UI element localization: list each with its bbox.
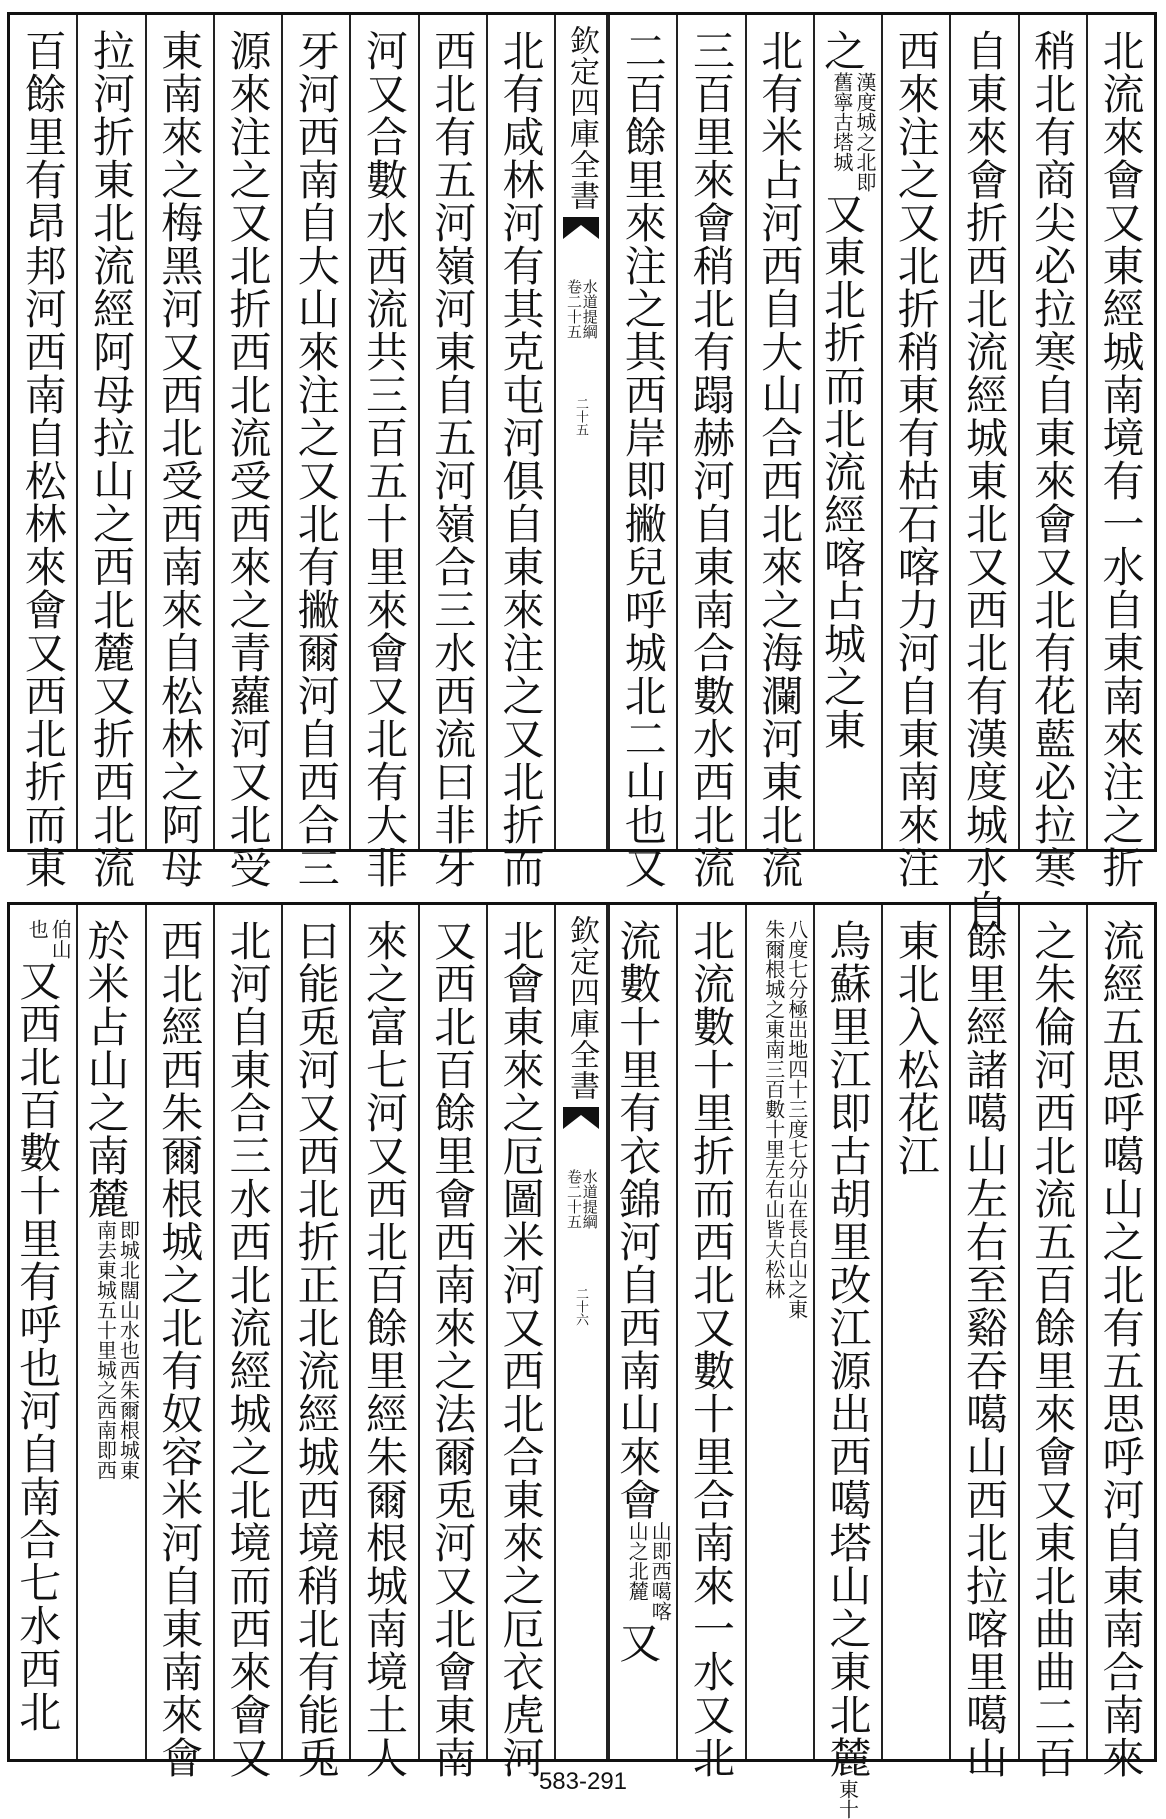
text-column bbox=[10, 15, 76, 889]
center-fold bbox=[554, 15, 608, 849]
main-text: 稍北有商尖必拉寒自東來會又北有花藍必拉寒 bbox=[1028, 29, 1078, 889]
text-column bbox=[145, 15, 213, 889]
main-text: 自東來會折西北流經城東北又西北有漢度城水自 bbox=[960, 29, 1010, 932]
text-column bbox=[281, 15, 349, 889]
commentary-line: 山之北麓 bbox=[625, 1521, 650, 1601]
main-text: 之朱倫河西北流五百餘里來會又東北曲曲二百 bbox=[1028, 919, 1078, 1779]
volume-number: 卷二十五 bbox=[565, 1169, 583, 1229]
text-column bbox=[213, 905, 281, 1779]
text-column bbox=[213, 15, 281, 889]
text-column bbox=[745, 15, 813, 889]
column-text bbox=[891, 29, 941, 889]
commentary-line: 南去東城五十里城之西南即西 bbox=[93, 1220, 118, 1480]
column-text bbox=[891, 919, 941, 1759]
column-text bbox=[960, 919, 1010, 1779]
section-title bbox=[565, 279, 597, 339]
commentary-line: 即城北闊山水也西朱爾根城東 bbox=[116, 1220, 141, 1480]
column-text bbox=[155, 29, 205, 889]
commentary-note bbox=[625, 1521, 671, 1621]
text-column bbox=[349, 15, 417, 889]
text-column bbox=[676, 905, 744, 1779]
main-text: 西北有五河嶺河東自五河嶺合三水西流曰非牙 bbox=[428, 29, 478, 889]
main-text: 拉河折東北流經阿母拉山之西北麓又折西北流 bbox=[87, 29, 137, 889]
text-column bbox=[949, 15, 1017, 932]
text-column bbox=[10, 905, 76, 1759]
text-column bbox=[676, 15, 744, 889]
commentary-note bbox=[25, 919, 71, 959]
text-column bbox=[881, 15, 949, 889]
text-column bbox=[76, 15, 144, 889]
main-text: 三百里來會稍北有蹋赫河自東南合數水西北流 bbox=[687, 29, 737, 889]
column-text bbox=[428, 29, 478, 889]
main-text: 百餘里有昂邦河西南自松林來會又西北折而東 bbox=[18, 29, 68, 889]
text-column bbox=[608, 905, 676, 1759]
commentary-line: 也 bbox=[25, 919, 50, 939]
column-text bbox=[291, 919, 341, 1779]
main-text: 北河自東合三水西北流經城之北境而西來會又 bbox=[223, 919, 273, 1779]
column-text bbox=[823, 919, 873, 1819]
main-text: 又西北百餘里會西南來之法爾兎河又北會東南 bbox=[428, 919, 478, 1779]
text-column bbox=[76, 905, 144, 1759]
column-text bbox=[820, 29, 876, 849]
main-text: 西來注之又北折稍東有枯石喀力河自東南來注 bbox=[891, 29, 941, 889]
column-text bbox=[360, 29, 410, 889]
column-text bbox=[1028, 919, 1078, 1779]
main-text: 東北入松花江 bbox=[891, 919, 941, 1177]
column-text bbox=[155, 919, 205, 1779]
text-column bbox=[608, 15, 676, 889]
main-text: 烏蘇里江即古胡里改江源出西噶塔山之東北麓 bbox=[823, 919, 873, 1779]
main-text: 之 bbox=[818, 29, 868, 72]
main-text: 於米占山之南麓 bbox=[81, 919, 131, 1220]
column-text bbox=[15, 919, 71, 1759]
main-text: 北流來會又東經城南境有一水自東南來注之折 bbox=[1096, 29, 1146, 889]
main-text: 又東北折而北流經喀占城之東 bbox=[818, 192, 868, 751]
upper-page bbox=[7, 12, 1157, 932]
column-text bbox=[496, 919, 546, 1779]
volume-number: 卷二十五 bbox=[565, 279, 583, 339]
main-text: 北有咸林河有其克屯河俱自東來注之又北折而 bbox=[496, 29, 546, 889]
column-text bbox=[615, 919, 671, 1759]
page-number: 二十六 bbox=[573, 1287, 588, 1326]
main-text: 流經五思呼噶山之北有五思呼河自東南合南來 bbox=[1096, 919, 1146, 1779]
column-text bbox=[687, 29, 737, 889]
fishtail-ornament-icon bbox=[563, 217, 599, 239]
folio-number: 583-291 bbox=[538, 1768, 628, 1795]
main-text: 東南來之梅黑河又西北受西南來自松林之阿母 bbox=[155, 29, 205, 889]
text-column bbox=[281, 905, 349, 1779]
column-text bbox=[291, 29, 341, 889]
text-column bbox=[949, 905, 1017, 1779]
book-title: 欽定四庫全書 bbox=[564, 915, 599, 1101]
text-column bbox=[1086, 15, 1154, 889]
column-text bbox=[18, 29, 68, 889]
text-column bbox=[145, 905, 213, 1779]
commentary-note bbox=[94, 1220, 140, 1480]
main-text: 北流數十里折而西北又數十里合南來一水又北 bbox=[687, 919, 737, 1779]
text-column bbox=[418, 15, 486, 889]
text-column bbox=[1086, 905, 1154, 1779]
column-text bbox=[360, 919, 410, 1779]
main-text: 流數十里有衣錦河自西南山來會 bbox=[613, 919, 663, 1521]
main-text: 河又合數水西流共三百五十里來會又北有大非 bbox=[360, 29, 410, 889]
column-text bbox=[1096, 919, 1146, 1779]
column-text bbox=[223, 919, 273, 1779]
text-column bbox=[1018, 905, 1086, 1779]
main-text: 西北經西朱爾根城之北有奴容米河自東南來會 bbox=[155, 919, 205, 1779]
column-text bbox=[960, 29, 1010, 932]
text-column bbox=[813, 15, 881, 849]
text-column bbox=[745, 905, 813, 1759]
main-text: 北會東來之厄圖米河又西北合東來之厄衣虎河 bbox=[496, 919, 546, 1779]
center-fold bbox=[554, 905, 608, 1759]
main-text: 又 bbox=[613, 1621, 663, 1664]
commentary-line: 舊寧古塔城 bbox=[830, 72, 855, 172]
column-text bbox=[755, 29, 805, 889]
commentary-note bbox=[830, 72, 876, 192]
text-column bbox=[881, 905, 949, 1759]
fishtail-ornament-icon bbox=[563, 1107, 599, 1129]
commentary-note bbox=[762, 919, 808, 1319]
main-text: 二百餘里來注之其西岸即撇兒呼城北二山也又 bbox=[618, 29, 668, 889]
main-text: 源來注之又北折西北流受西來之青蘿河又北受 bbox=[223, 29, 273, 889]
column-text bbox=[687, 919, 737, 1779]
column-text bbox=[1096, 29, 1146, 889]
section-name: 水道提綱 bbox=[580, 279, 599, 339]
section-name: 水道提綱 bbox=[580, 1169, 599, 1229]
commentary-line: 朱爾根城之東南三百數十里左右山皆大松林 bbox=[761, 919, 786, 1299]
commentary-line: 八度七分極出地四十三度七分山在長白山之東 bbox=[784, 919, 809, 1319]
column-text bbox=[618, 29, 668, 889]
main-text: 北有米占河西自大山合西北來之海瀾河東北流 bbox=[755, 29, 805, 889]
column-text bbox=[1028, 29, 1078, 889]
main-text: 餘里經諸噶山左右至谿吞噶山西北拉喀里噶山 bbox=[960, 919, 1010, 1779]
main-text: 又西北百數十里有呼也河自南合七水西北 bbox=[13, 959, 63, 1733]
column-text bbox=[428, 919, 478, 1779]
commentary-line: 東十 bbox=[835, 1779, 860, 1819]
text-column bbox=[486, 905, 554, 1779]
text-column bbox=[418, 905, 486, 1779]
book-title: 欽定四庫全書 bbox=[564, 25, 599, 211]
text-column bbox=[349, 905, 417, 1779]
text-column bbox=[486, 15, 554, 889]
commentary-line: 漢度城之北即 bbox=[853, 72, 878, 192]
page-number: 二十五 bbox=[573, 397, 588, 436]
commentary-line: 山即西噶喀 bbox=[648, 1521, 673, 1621]
column-text bbox=[751, 919, 807, 1759]
main-text: 曰能兎河又西北折正北流經城西境稍北有能兎 bbox=[291, 919, 341, 1779]
text-column bbox=[813, 905, 881, 1819]
main-text: 來之富七河又西北百餘里經朱爾根城南境土人 bbox=[360, 919, 410, 1779]
column-text bbox=[223, 29, 273, 889]
column-text bbox=[83, 919, 139, 1759]
main-text: 牙河西南自大山來注之又北有撇爾河自西合三 bbox=[291, 29, 341, 889]
section-title bbox=[565, 1169, 597, 1229]
column-text bbox=[496, 29, 546, 889]
commentary-line: 伯山 bbox=[48, 919, 73, 959]
text-column bbox=[1018, 15, 1086, 889]
column-text bbox=[87, 29, 137, 889]
